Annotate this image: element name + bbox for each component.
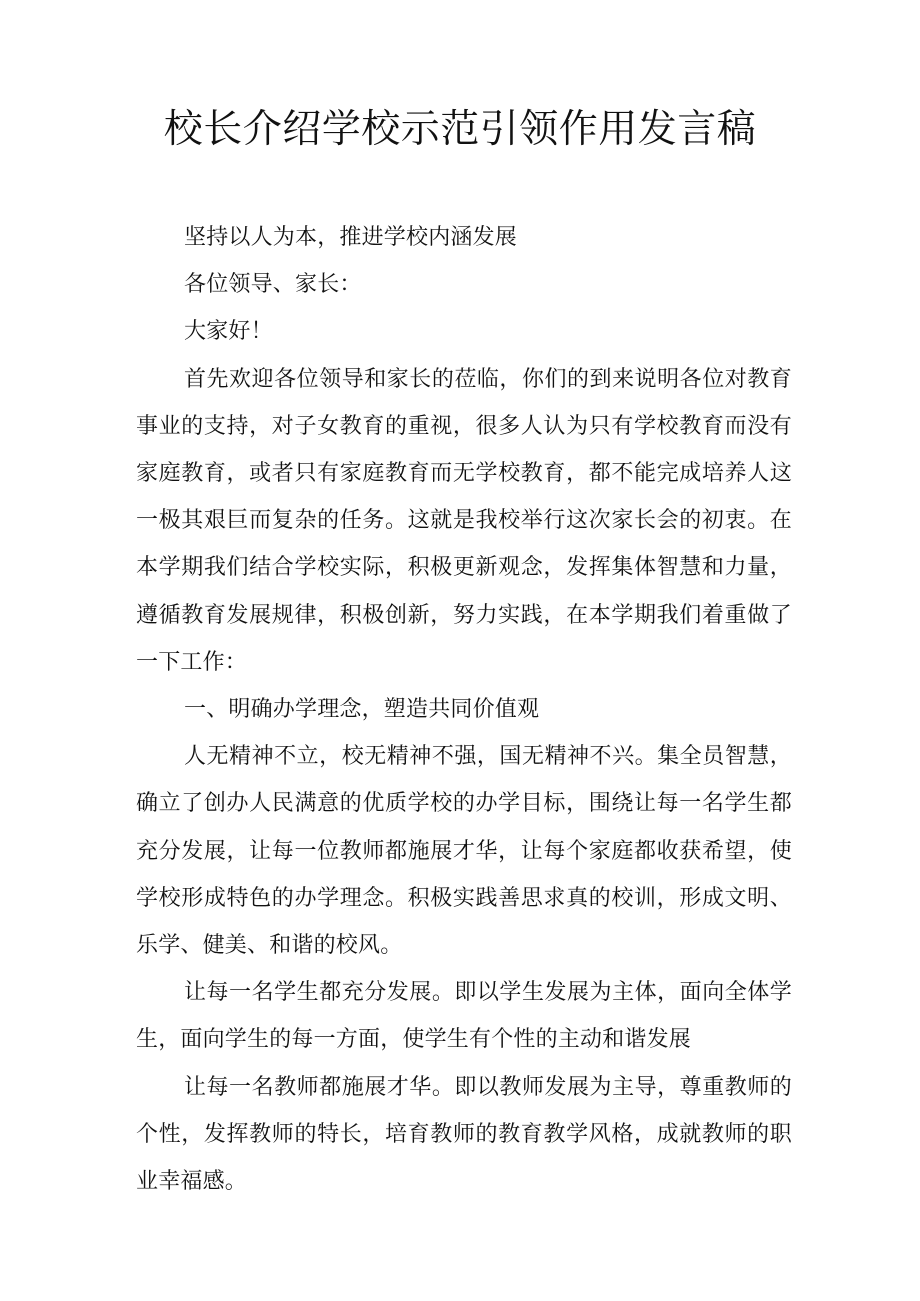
paragraph-teacher-development: 让每一名教师都施展才华。即以教师发展为主导，尊重教师的个性，发挥教师的特长，培育教师的教育教学风格，成就教师的职业幸福感。 xyxy=(136,1074,792,1195)
paragraph-subtitle: 坚持以人为本，推进学校内涵发展 xyxy=(184,225,518,250)
paragraph-welcome: 首先欢迎各位领导和家长的莅临，你们的到来说明各位对教育事业的支持，对子女教育的重视，很多人认为只有学校教育而没有家庭教育，或者只有家庭教育而无学校教育，都不能完成培养人这一极其艰巨而复杂的任务。这就是我校举行这次家长会的初衷。在本学期我们结合学校实际，积极更新观念，发挥集体智慧和力量，遵循教育发展规律，积极创新，努力实践，在本学期我们着重做了一下工作： xyxy=(136,366,792,675)
document-title: 校长介绍学校示范引领作用发言稿 xyxy=(163,107,757,152)
paragraph-salutation: 各位领导、家长： xyxy=(184,272,362,298)
paragraph-student-development: 让每一名学生都充分发展。即以学生发展为主体，面向全体学生，面向学生的每一方面，使学生有个性的主动和谐发展 xyxy=(136,980,792,1053)
paragraph-section-heading-1: 一、明确办学理念，塑造共同价值观 xyxy=(184,697,540,723)
paragraph-spirit: 人无精神不立，校无精神不强，国无精神不兴。集全员智慧，确立了创办人民满意的优质学校的办学目标，围绕让每一名学生都充分发展，让每一位教师都施展才华，让每个家庭都收获希望，使学校形成特色的办学理念。积极实践善思求真的校训，形成文明、乐学、健美、和谐的校风。 xyxy=(136,744,792,959)
document-body xyxy=(136,214,792,1205)
paragraph-greeting: 大家好！ xyxy=(184,319,273,345)
